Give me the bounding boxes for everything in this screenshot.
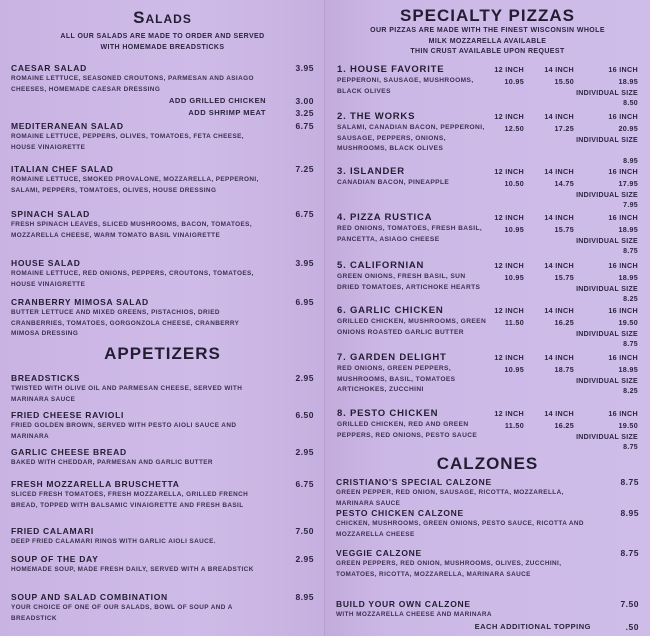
- size-price: 11.50: [504, 318, 524, 327]
- size-label: 14 INCH: [544, 167, 574, 176]
- pizza-size-column: [544, 408, 574, 432]
- size-label: 14 INCH: [544, 261, 574, 270]
- menu-item: [11, 120, 314, 153]
- item-price: 6.95: [295, 297, 314, 307]
- pizza-size-column: [608, 64, 638, 88]
- pizza-name: 8. PESTO CHICKEN: [337, 408, 439, 419]
- item-name: CRISTIANO'S SPECIAL CALZONE: [336, 477, 492, 487]
- pizzas-heading: SPECIALTY PIZZAS: [399, 6, 575, 25]
- menu-item: [11, 446, 314, 469]
- size-price: 15.75: [554, 273, 574, 282]
- item-description: TWISTED WITH OLIVE OIL AND PARMESAN CHEESE, SERVED WITH MARINARA SAUCE: [11, 385, 243, 403]
- item-price: 3.95: [295, 258, 314, 268]
- menu-item: [11, 296, 314, 340]
- size-label: 12 INCH: [494, 167, 524, 176]
- item-price: 8.95: [295, 592, 314, 602]
- salads-heading: Salads: [133, 8, 192, 27]
- item-description: SLICED FRESH TOMATOES, FRESH MOZZARELLA, GRILLED FRENCH BREAD, TOPPED WITH BALSAMIC VINAIGRETTE AND FRESH BASIL: [11, 491, 249, 509]
- pizza-size-column: [544, 305, 574, 329]
- individual-size-label: INDIVIDUAL SIZE: [576, 434, 638, 441]
- item-description: WITH MOZZARELLA CHEESE AND MARINARA: [336, 611, 492, 618]
- pizza-name: 4. PIZZA RUSTICA: [337, 212, 433, 223]
- menu-item: [11, 525, 314, 548]
- item-name: MEDITERANEAN SALAD: [11, 121, 124, 131]
- subtitle-line: MILK MOZZARELLA AVAILABLE: [428, 37, 547, 45]
- individual-size-label: INDIVIDUAL SIZE: [576, 286, 638, 293]
- individual-size-label: INDIVIDUAL SIZE: [576, 331, 638, 338]
- item-description: YOUR CHOICE OF ONE OF OUR SALADS, BOWL OF SOUP AND A BREADSTICK: [11, 604, 233, 622]
- item-name: VEGGIE CALZONE: [336, 548, 422, 558]
- pizza-description: SALAMI, CANADIAN BACON, PEPPERONI, SAUSAGE, PEPPERS, ONIONS, MUSHROOMS, BLACK OLIVES: [337, 124, 485, 152]
- item-name: FRIED CALAMARI: [11, 526, 94, 536]
- item-price: 2.95: [295, 554, 314, 564]
- pizza-size-column: [544, 352, 574, 376]
- pizza-name: 3. ISLANDER: [337, 166, 405, 177]
- add-on-label: EACH ADDITIONAL TOPPING: [474, 621, 591, 631]
- size-price: 15.50: [554, 77, 574, 86]
- item-name: GARLIC CHEESE BREAD: [11, 447, 127, 457]
- individual-size-price: 8.95: [623, 158, 638, 165]
- size-price: 17.25: [554, 124, 574, 133]
- salads-subtitle: [0, 32, 325, 53]
- pizza-description: GREEN ONIONS, FRESH BASIL, SUN DRIED TOMATOES, ARTICHOKE HEARTS: [337, 273, 481, 291]
- individual-size-price: 8.75: [623, 444, 638, 451]
- menu-item: [11, 257, 314, 290]
- item-description: BAKED WITH CHEDDAR, PARMESAN AND GARLIC BUTTER: [11, 459, 213, 466]
- pizza-item: [337, 212, 638, 255]
- individual-size-price: 8.50: [623, 100, 638, 107]
- pizza-item: [337, 111, 638, 165]
- size-price: 14.75: [554, 179, 574, 188]
- size-label: 12 INCH: [494, 306, 524, 315]
- individual-size-price: 8.25: [623, 388, 638, 395]
- pizza-size-column: [544, 212, 574, 236]
- item-description: ROMAINE LETTUCE, RED ONIONS, PEPPERS, CROUTONS, TOMATOES, HOUSE VINAIGRETTE: [11, 270, 254, 288]
- subtitle-line: OUR PIZZAS ARE MADE WITH THE FINEST WISCONSIN WHOLE: [370, 27, 605, 34]
- item-name: PESTO CHICKEN CALZONE: [336, 508, 464, 518]
- item-name: FRIED CHEESE RAVIOLI: [11, 410, 125, 420]
- appetizers-heading: APPETIZERS: [104, 344, 221, 363]
- item-description: BUTTER LETTUCE AND MIXED GREENS, PISTACHIOS, DRIED CRANBERRIES, TOMATOES, GORGONZOLA CHEESE, CRANBERRY MIMOSA DRESSING: [11, 309, 240, 337]
- pizza-description: GRILLED CHICKEN, MUSHROOMS, GREEN ONIONS ROASTED GARLIC BUTTER: [337, 318, 487, 336]
- menu-item: [11, 372, 314, 405]
- item-name: BUILD YOUR OWN CALZONE: [336, 599, 471, 609]
- add-on-label: ADD GRILLED CHICKEN: [169, 96, 266, 105]
- item-price: 6.75: [295, 121, 314, 131]
- individual-size-label: INDIVIDUAL SIZE: [576, 137, 638, 144]
- size-price: 18.95: [618, 77, 638, 86]
- size-label: 12 INCH: [494, 353, 524, 362]
- pizza-description: RED ONIONS, GREEN PEPPERS, MUSHROOMS, BASIL, TOMATOES ARTICHOKES, ZUCCHINI: [337, 365, 456, 393]
- size-price: 10.95: [504, 273, 524, 282]
- size-label: 14 INCH: [544, 65, 574, 74]
- individual-size-label: INDIVIDUAL SIZE: [576, 192, 638, 199]
- add-on-price: .50: [625, 621, 639, 632]
- pizza-size-column: [608, 212, 638, 236]
- item-description: ROMAINE LETTUCE, PEPPERS, OLIVES, TOMATOES, FETA CHEESE, HOUSE VINAIGRETTE: [11, 133, 244, 151]
- pizza-size-column: [544, 111, 574, 135]
- pizza-item: [337, 166, 638, 209]
- pizza-item: [337, 64, 638, 107]
- item-name: SOUP OF THE DAY: [11, 554, 99, 564]
- individual-size-label: INDIVIDUAL SIZE: [576, 378, 638, 385]
- item-description: FRIED GOLDEN BROWN, SERVED WITH PESTO AIOLI SAUCE AND MARINARA: [11, 422, 237, 440]
- pizza-size-column: [494, 305, 524, 329]
- menu-item: [336, 507, 639, 540]
- add-on-option: [11, 107, 314, 119]
- pizza-name: 5. CALIFORNIAN: [337, 260, 425, 271]
- item-description: ROMAINE LETTUCE, SEASONED CROUTONS, PARMESAN AND ASIAGO CHEESES, HOMEMADE CAESAR DRESSING: [11, 75, 254, 93]
- pizza-size-column: [608, 260, 638, 284]
- pizza-size-column: [608, 166, 638, 190]
- pizzas-subtitle: [325, 26, 650, 58]
- size-price: 15.75: [554, 225, 574, 234]
- item-price: 7.50: [295, 526, 314, 536]
- size-price: 19.50: [618, 421, 638, 430]
- pizza-name: 2. THE WORKS: [337, 111, 416, 122]
- item-price: 7.25: [295, 164, 314, 174]
- menu-item: [336, 547, 639, 580]
- pizza-description: GRILLED CHICKEN, RED AND GREEN PEPPERS, RED ONIONS, PESTO SAUCE: [337, 421, 478, 439]
- size-price: 12.50: [504, 124, 524, 133]
- size-label: 12 INCH: [494, 409, 524, 418]
- item-name: SPINACH SALAD: [11, 209, 90, 219]
- item-price: 3.95: [295, 63, 314, 73]
- item-name: ITALIAN CHEF SALAD: [11, 164, 114, 174]
- item-description: GREEN PEPPER, RED ONION, SAUSAGE, RICOTTA, MOZZARELLA, MARINARA SAUCE: [336, 489, 564, 507]
- menu-item: [11, 409, 314, 442]
- pizza-description: CANADIAN BACON, PINEAPPLE: [337, 179, 450, 186]
- pizza-size-column: [494, 212, 524, 236]
- menu-item: [336, 476, 639, 509]
- item-name: SOUP AND SALAD COMBINATION: [11, 592, 168, 602]
- size-label: 14 INCH: [544, 353, 574, 362]
- size-label: 14 INCH: [544, 409, 574, 418]
- pizza-size-column: [544, 64, 574, 88]
- pizza-description: RED ONIONS, TOMATOES, FRESH BASIL, PANCETTA, ASIAGO CHEESE: [337, 225, 483, 243]
- subtitle-line: THIN CRUST AVAILABLE UPON REQUEST: [410, 48, 565, 55]
- size-price: 18.95: [618, 273, 638, 282]
- pizza-size-column: [608, 111, 638, 135]
- pizza-description: PEPPERONI, SAUSAGE, MUSHROOMS, BLACK OLIVES: [337, 77, 474, 95]
- add-on-label: ADD SHRIMP MEAT: [188, 108, 266, 117]
- pizza-size-column: [494, 64, 524, 88]
- right-menu-page: [325, 0, 650, 636]
- item-price: 6.75: [295, 209, 314, 219]
- pizza-size-column: [494, 260, 524, 284]
- size-price: 10.95: [504, 77, 524, 86]
- item-price: 8.75: [620, 477, 639, 487]
- size-price: 20.95: [618, 124, 638, 133]
- size-label: 16 INCH: [608, 353, 638, 362]
- size-price: 10.95: [504, 365, 524, 374]
- pizza-size-column: [608, 305, 638, 329]
- menu-item: [11, 163, 314, 196]
- size-label: 12 INCH: [494, 213, 524, 222]
- size-label: 14 INCH: [544, 306, 574, 315]
- item-description: DEEP FRIED CALAMARI RINGS WITH GARLIC AIOLI SAUCE.: [11, 538, 216, 545]
- pizza-size-column: [544, 260, 574, 284]
- item-description: CHICKEN, MUSHROOMS, GREEN ONIONS, PESTO SAUCE, RICOTTA AND MOZZARELLA CHEESE: [336, 520, 584, 538]
- item-price: 6.75: [295, 479, 314, 489]
- calzones-heading: CALZONES: [436, 454, 539, 473]
- size-label: 12 INCH: [494, 261, 524, 270]
- pizza-item: [337, 305, 638, 348]
- menu-item: [11, 553, 314, 576]
- pizza-item: [337, 352, 638, 396]
- pizza-item: [337, 408, 638, 451]
- size-price: 18.95: [618, 365, 638, 374]
- item-price: 2.95: [295, 447, 314, 457]
- size-label: 16 INCH: [608, 306, 638, 315]
- size-price: 10.95: [504, 225, 524, 234]
- individual-size-label: INDIVIDUAL SIZE: [576, 238, 638, 245]
- pizza-item: [337, 260, 638, 303]
- size-label: 14 INCH: [544, 112, 574, 121]
- size-price: 10.50: [504, 179, 524, 188]
- size-label: 16 INCH: [608, 261, 638, 270]
- menu-item: [11, 62, 314, 119]
- item-description: FRESH SPINACH LEAVES, SLICED MUSHROOMS, BACON, TOMATOES, MOZZARELLA CHEESE, WARM TOMATO BASIL VINAIGRETTE: [11, 221, 252, 239]
- size-label: 16 INCH: [608, 167, 638, 176]
- pizza-name: 6. GARLIC CHICKEN: [337, 305, 444, 316]
- item-price: 2.95: [295, 373, 314, 383]
- pizza-size-column: [494, 166, 524, 190]
- item-price: 6.50: [295, 410, 314, 420]
- size-label: 16 INCH: [608, 213, 638, 222]
- individual-size-price: 8.25: [623, 296, 638, 303]
- individual-size-price: 8.75: [623, 341, 638, 348]
- item-price: 7.50: [620, 599, 639, 609]
- pizza-size-column: [608, 408, 638, 432]
- item-name: CAESAR SALAD: [11, 63, 87, 73]
- pizza-size-column: [494, 352, 524, 376]
- size-price: 19.50: [618, 318, 638, 327]
- item-description: ROMAINE LETTUCE, SMOKED PROVALONE, MOZZARELLA, PEPPERONI, SALAMI, PEPPERS, TOMATOES, OLIVES, HOUSE DRESSING: [11, 176, 259, 194]
- pizza-name: 1. HOUSE FAVORITE: [337, 64, 445, 75]
- size-price: 18.95: [618, 225, 638, 234]
- pizza-name: 7. GARDEN DELIGHT: [337, 352, 447, 363]
- individual-size-label: INDIVIDUAL SIZE: [576, 90, 638, 97]
- subtitle-line: ALL OUR SALADS ARE MADE TO ORDER AND SERVED: [60, 33, 265, 40]
- add-on-option: [11, 95, 314, 107]
- menu-item: [336, 598, 639, 633]
- individual-size-price: 8.75: [623, 248, 638, 255]
- item-name: FRESH MOZZARELLA BRUSCHETTA: [11, 479, 180, 489]
- size-label: 12 INCH: [494, 112, 524, 121]
- menu-item: [11, 208, 314, 241]
- size-label: 14 INCH: [544, 213, 574, 222]
- item-name: BREADSTICKS: [11, 373, 81, 383]
- menu-item: [11, 591, 314, 624]
- item-price: 8.75: [620, 548, 639, 558]
- pizza-size-column: [544, 166, 574, 190]
- size-price: 17.95: [618, 179, 638, 188]
- add-on-price: 3.00: [295, 96, 314, 106]
- size-price: 16.25: [554, 318, 574, 327]
- subtitle-line: WITH HOMEMADE BREADSTICKS: [100, 43, 225, 51]
- item-name: HOUSE SALAD: [11, 258, 81, 268]
- pizza-size-column: [494, 111, 524, 135]
- individual-size-price: 7.95: [623, 202, 638, 209]
- size-price: 16.25: [554, 421, 574, 430]
- menu-item: [11, 478, 314, 511]
- size-label: 16 INCH: [608, 112, 638, 121]
- add-on-price: 3.25: [295, 108, 314, 118]
- add-on-option: [336, 621, 639, 633]
- size-label: 16 INCH: [608, 409, 638, 418]
- size-label: 12 INCH: [494, 65, 524, 74]
- item-price: 8.95: [620, 508, 639, 518]
- item-name: CRANBERRY MIMOSA SALAD: [11, 297, 149, 307]
- item-description: GREEN PEPPERS, RED ONION, MUSHROOMS, OLIVES, ZUCCHINI, TOMATOES, RICOTTA, MOZZARELLA, MARINARA SAUCE: [336, 560, 562, 578]
- size-price: 11.50: [504, 421, 524, 430]
- pizza-size-column: [608, 352, 638, 376]
- item-description: HOMEMADE SOUP, MADE FRESH DAILY, SERVED WITH A BREADSTICK: [11, 566, 254, 573]
- pizza-size-column: [494, 408, 524, 432]
- size-label: 16 INCH: [608, 65, 638, 74]
- size-price: 18.75: [554, 365, 574, 374]
